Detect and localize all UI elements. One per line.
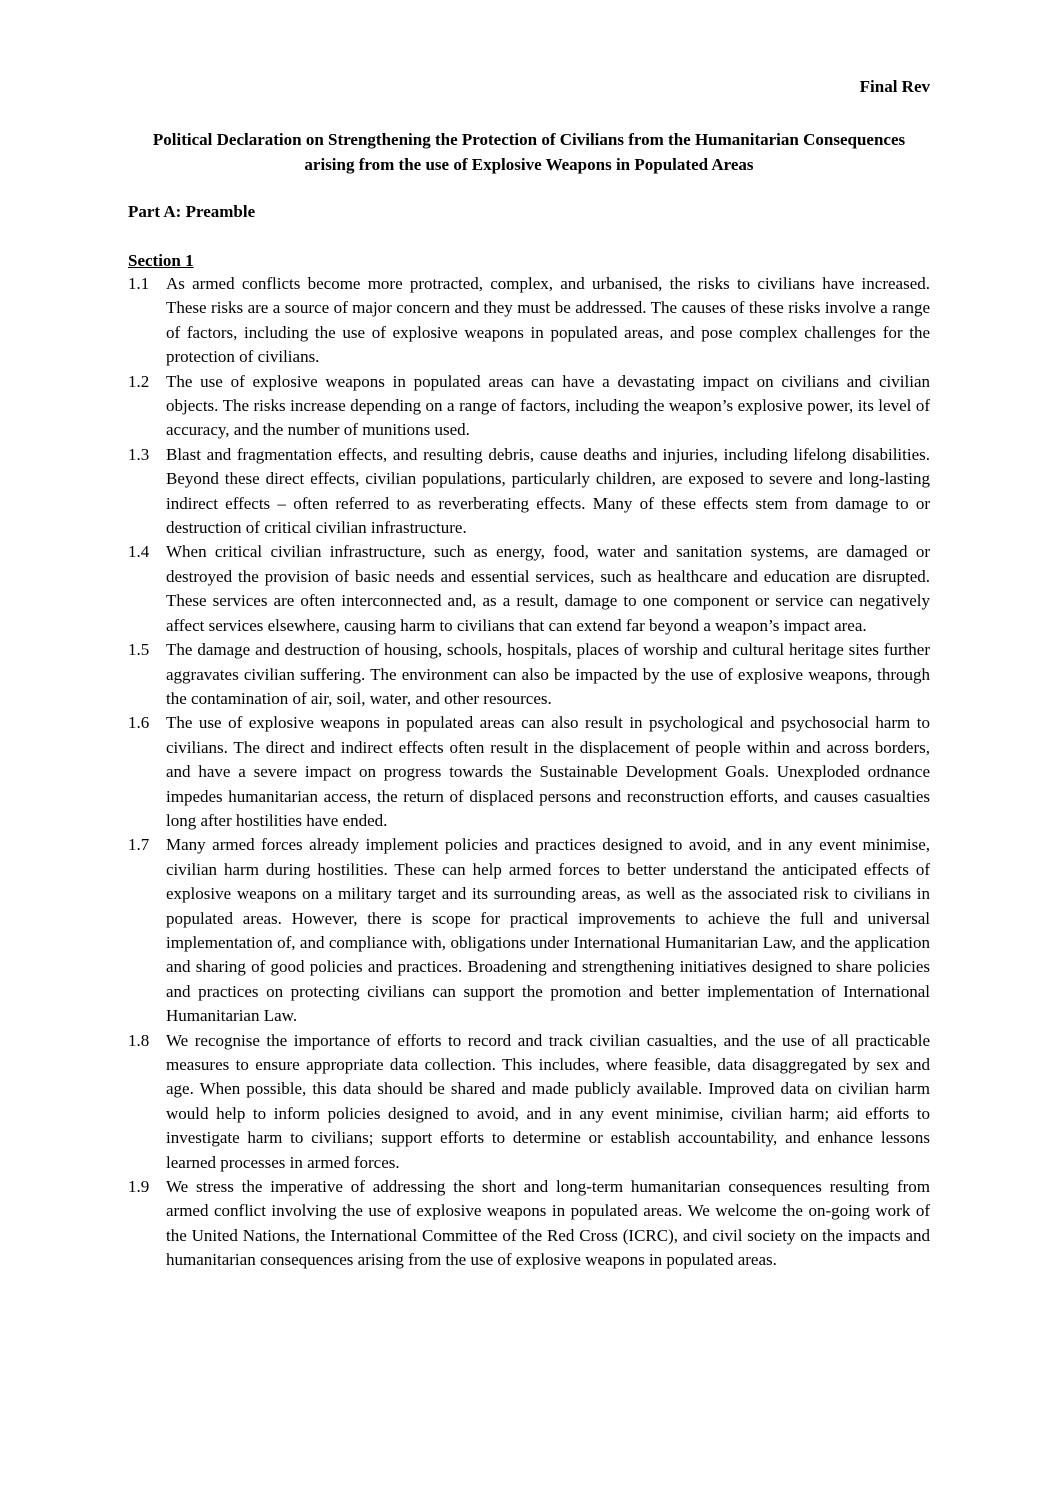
paragraph-1-3 xyxy=(128,443,930,541)
paragraph-number: 1.2 xyxy=(128,371,150,391)
paragraph-1-2 xyxy=(128,370,930,443)
paragraph-text: The use of explosive weapons in populated areas can also result in psychological and psychosocial harm to civilians. The direct and indirect effects often result in the displacement of people within and across borders, and have a severe impact on progress towards the Sustainable Development Goals. Unexploded ordnance impedes humanitarian access, the return of displaced persons and reconstruction efforts, and causes casualties long after hostilities have ended. xyxy=(166,713,930,830)
paragraph-number: 1.1 xyxy=(128,274,150,293)
paragraph-text: Many armed forces already implement policies and practices designed to avoid, and in any event minimise, civilian harm during hostilities. These can help armed forces to better understand the anticipated effects of explosive weapons on a military target and its surrounding areas, as well as the associated risk to civilians in populated areas. However, there is scope for practical improvements to achieve the full and universal implementation of, and compliance with, obligations under International Humanitarian Law, and the application and sharing of good policies and practices. Broadening and strengthening initiatives designed to share policies and practices on protecting civilians can support the promotion and better implementation of International Humanitarian Law. xyxy=(166,835,930,1026)
paragraph-number: 1.7 xyxy=(128,835,150,855)
paragraph-text: The damage and destruction of housing, schools, hospitals, places of worship and cultural heritage sites further aggravates civilian suffering. The environment can also be impacted by the use of explosive weapons, through the contamination of air, soil, water, and other resources. xyxy=(166,640,930,708)
paragraph-1-7 xyxy=(128,833,930,1028)
revision-label: Final Rev xyxy=(859,77,930,96)
paragraph-number: 1.4 xyxy=(128,542,150,562)
paragraph-text: As armed conflicts become more protracted, complex, and urbanised, the risks to civilians have increased. These risks are a source of major concern and they must be addressed. The causes of these risks involve a range of factors, including the use of explosive weapons in populated areas, and pose complex challenges for the protection of civilians. xyxy=(166,274,930,367)
section-heading: Section 1 xyxy=(128,251,194,270)
paragraph-number: 1.9 xyxy=(128,1177,150,1197)
paragraph-1-1 xyxy=(128,272,930,370)
paragraph-text: We stress the imperative of addressing the short and long-term humanitarian consequences resulting from armed conflict involving the use of explosive weapons in populated areas. We welcome the on-going work of the United Nations, the International Committee of the Red Cross (ICRC), and civil society on the impacts and humanitarian consequences arising from the use of explosive weapons in populated areas. xyxy=(166,1177,930,1270)
paragraph-1-9 xyxy=(128,1175,930,1273)
part-heading: Part A: Preamble xyxy=(128,202,256,221)
paragraph-text: The use of explosive weapons in populated areas can have a devastating impact on civilians and civilian objects. The risks increase depending on a range of factors, including the weapon’s explosive power, its level of accuracy, and the number of munitions used. xyxy=(166,371,930,440)
paragraph-text: Blast and fragmentation effects, and resulting debris, cause deaths and injuries, including lifelong disabilities. Beyond these direct effects, civilian populations, particularly children, are exposed to severe and long-lasting indirect effects – often referred to as reverberating effects. Many of these effects stem from damage to or destruction of critical civilian infrastructure. xyxy=(166,444,930,538)
paragraph-text: When critical civilian infrastructure, such as energy, food, water and sanitation systems, are damaged or destroyed the provision of basic needs and essential services, such as healthcare and education are disrupted. These services are often interconnected and, as a result, damage to one component or service can negatively affect services elsewhere, causing harm to civilians that can extend far beyond a weapon’s impact area. xyxy=(166,542,930,635)
paragraph-number: 1.8 xyxy=(128,1030,150,1050)
paragraph-1-5 xyxy=(128,638,930,711)
paragraph-1-8 xyxy=(128,1029,930,1175)
paragraph-text: We recognise the importance of efforts to record and track civilian casualties, and the use of all practicable measures to ensure appropriate data collection. This includes, where feasible, data disaggregated by sex and age. When possible, this data should be shared and made publicly available. Improved data on civilian harm would help to inform policies designed to avoid, and in any event minimise, civilian harm; aid efforts to investigate harm to civilians; support efforts to determine or establish accountability, and enhance lessons learned processes in armed forces. xyxy=(166,1030,930,1172)
paragraph-number: 1.6 xyxy=(128,713,150,733)
paragraph-1-4 xyxy=(128,540,930,638)
paragraph-1-6 xyxy=(128,711,930,833)
paragraph-number: 1.5 xyxy=(128,640,150,660)
paragraph-number: 1.3 xyxy=(128,444,150,464)
paragraph-list xyxy=(128,272,930,1273)
document-title: Political Declaration on Strengthening the Protection of Civilians from the Humanitarian Consequences arising from the use of Explosive Weapons in Populated Areas xyxy=(152,130,906,174)
